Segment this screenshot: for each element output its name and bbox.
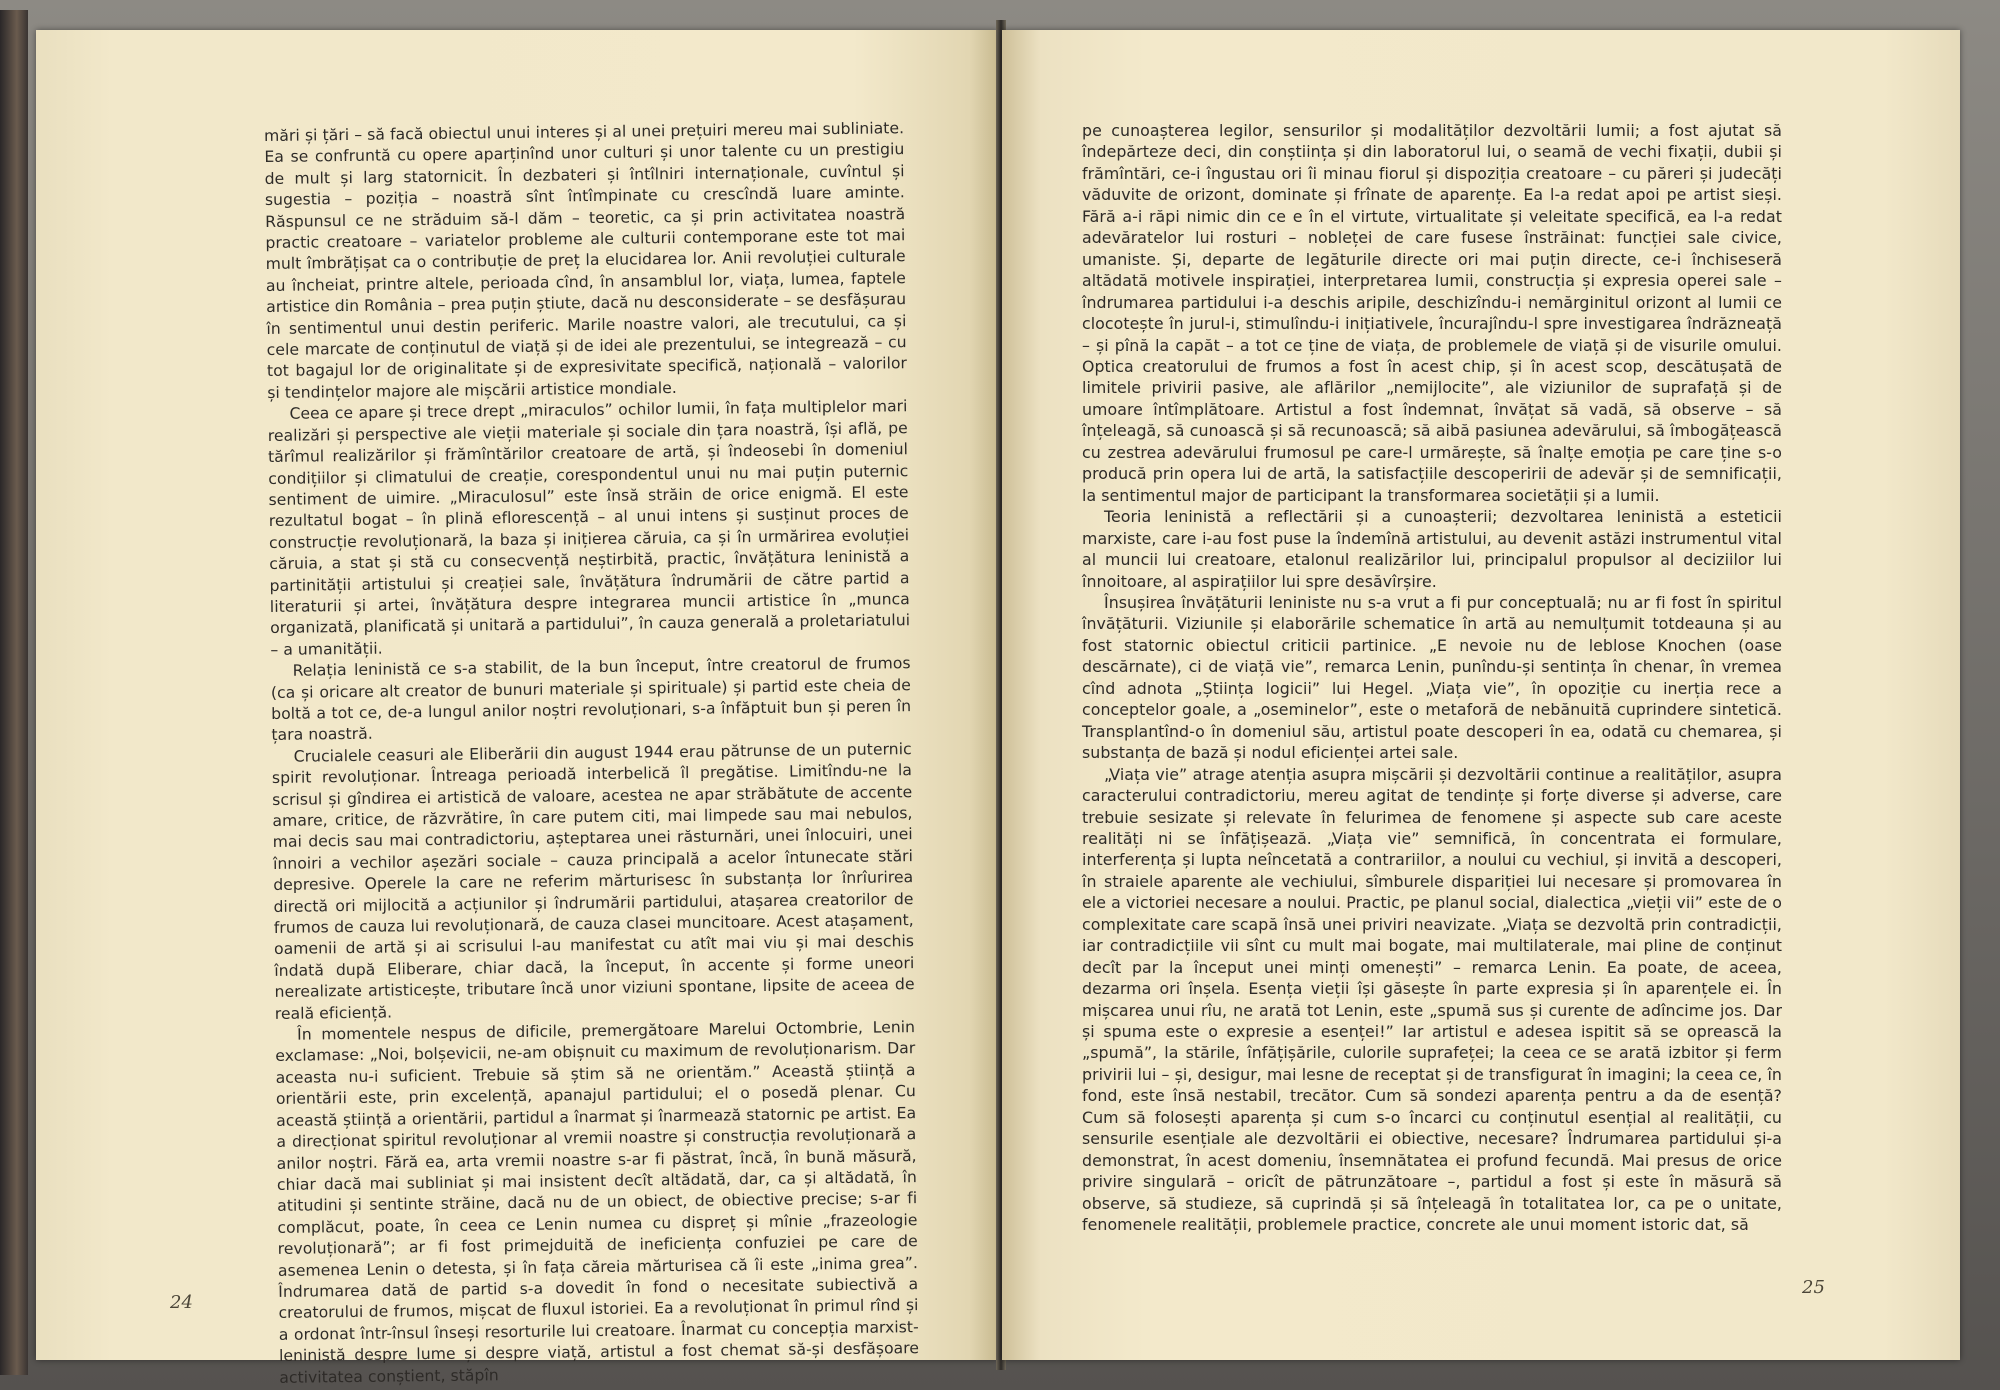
- paragraph: În momentele nespus de dificile, premergătoare Marelui Octombrie, Lenin exclamase: „Noi, bolșevicii, ne-am obișnuit cu maximum de revoluționarism. Dar aceasta nu-i suficient. Trebuie să știm să ne orientăm.” Această știință a orientării este, prin excelență, apanajul partidului; el o posedă plenar. Cu această știință a orientării, partidul a înarmat și înarmează statornic pe artist. Ea a direcționat spiritul revoluționar al vremii noastre și construcția revoluționară a anilor noștri. Fără ea, arta vremii noastre s-ar fi păstrat, încă, în bună măsură, chiar dacă mai subliniat și mai insistent decît altădată, dar, ca și altădată, în atitudini și sentinte străine, dacă nu de un obiect, de obiective precise; s-ar fi complăcut, poate, în ceea ce Lenin numea cu dispreț și mînie „frazeologie revoluționară”; ar fi fost primejduită de ineficiența confuziei pe care de asemenea Lenin o detesta, și în fața căreia mărturisea că îi este „inima grea”. Îndrumarea dată de partid s-a dovedit în fond o necesitate subiectivă a creatorului de frumos, mișcat de fluxul istoriei. Ea a revoluționat în primul rînd și a ordonat într-însul înseși resorturile lui creatoare. Înarmat cu concepția marxist-leninistă despre lume și despre viață, artistul a fost chemat să-și desfășoare activitatea conștient, stăpîn: [275, 1018, 920, 1387]
- paragraph: Crucialele ceasuri ale Eliberării din august 1944 erau pătrunse de un puternic spirit revoluționar. Întreaga perioadă interbelică îl pregătise. Limitîndu-ne la scrisul și gîndirea ei artistică de valoare, acestea ne apar străbătute de accente amare, critice, de răzvrătire, în care putem citi, mai limpede sau mai nebulos, mai decis sau mai contradictoriu, așteptarea unei răsturnări, unei înlocuiri, unei înnoiri a vechilor așezări sociale – cauza principală a acelor întunecate stări depresive. Operele la care ne referim mărturisesc în substanța lor înrîurirea directă ori mijlocită a acțiunilor și îndrumării partidului, atașarea creatorilor de frumos de cauza lui revoluționară, de cauza clasei muncitoare. Acest atașament, oamenii de artă și ai scrisului l-au manifestat cu atît mai viu și mai deschis îndată după Eliberare, chiar dacă, la început, în accente și forme uneori nerealizate artisticește, tributare încă unor viziuni spontane, lipsite de aceea de reală eficiență.: [271, 739, 915, 1023]
- paragraph: Teoria leninistă a reflectării și a cunoașterii; dezvoltarea leninistă a esteticii marxiste, care i-au fost puse la îndemînă artistului, au devenit astăzi instrumentul vital al muncii lui creatoare, etalonul realizărilor lui, principalul propulsor al deciziilor lui înnoitoare, al aspirațiilor lui spre desăvîrșire.: [1082, 507, 1782, 591]
- right-page-text: [1082, 120, 1782, 1236]
- paragraph: Însușirea învățăturii leniniste nu s-a vrut a fi pur conceptuală; nu ar fi fost în spiritul învățăturii. Viziunile și elaborările schematice în artă au nemulțumit totdeauna și au fost statornic obiectul criticii partinice. „E nevoie nu de leblose Knochen (oase descărnate), ci de viață vie”, remarca Lenin, punîndu-și sentința în chenar, în vremea cînd adnota „Știința logicii” lui Hegel. „Viața vie”, în opoziție cu inerția rece a conceptelor goale, a „oseminelor”, este o metaforă de nebănuită cuprindere sintetică. Transplantînd-o în domeniul său, artistul poate descoperi în ea, odată cu chemarea, și substanța de bază și nodul eficienței artei sale.: [1082, 592, 1782, 763]
- right-page: [1002, 30, 1960, 1360]
- page-number: 24: [170, 1292, 193, 1313]
- page-number: 25: [1802, 1277, 1825, 1298]
- paragraph: mări și țări – să facă obiectul unui interes și al unei prețuiri mereu mai subliniate. Ea se confruntă cu opere aparținînd unor culturi și unor talente cu un prestigiu de mult și larg statornicit. În dezbateri și întîlniri internaționale, cuvîntul și sugestia – poziția – noastră sînt întîmpinate cu crescîndă luare aminte. Răspunsul ce ne străduim să-l dăm – teoretic, ca și prin activitatea noastră practic creatoare – variatelor probleme ale culturii contemporane este tot mai mult îmbrățișat ca o contribuție de preț la elucidarea lor. Anii revoluției culturale au încheiat, printre altele, perioada cînd, în ansamblul lor, viața, lumea, faptele artistice din România – prea puțin știute, dacă nu desconsiderate – se desfășurau în sentimentul unui destin periferic. Marile noastre valori, ale trecutului, ca și cele marcate de conținutul de viață și de idei ale prezentului, se integrează – cu tot bagajul lor de originalitate și de expresivitate specifică, națională – valorilor și tendințelor majore ale mișcării artistice mondiale.: [264, 119, 908, 402]
- paragraph: Relația leninistă ce s-a stabilit, de la bun început, între creatorul de frumos (ca și oricare alt creator de bunuri materiale și spirituale) și partid este cheia de boltă a tot ce, de-a lungul anilor noștri revoluționari, s-a înfăptuit bun și peren în țara noastră.: [270, 654, 912, 745]
- left-page-text: [264, 118, 919, 1389]
- paragraph: pe cunoașterea legilor, sensurilor și modalităților dezvoltării lumii; a fost ajutat să îndepărteze deci, din conștiința și din laboratorul lui, o seamă de vechi fixații, dubii și frămîntări, ce-i îngustau ori îi minau fiorul și dispoziția creatoare – cu păreri și judecăți văduvite de orizont, dominate și frînate de aparențe. Ea l-a redat apoi pe artist sieși. Fără a-i răpi nimic din ce e în el virtute, virtualitate și veleitate specifică, ea l-a redat adevăratelor lui rosturi – nobleței de care fusese înstrăinat: funcției sale civice, umaniste. Și, departe de legăturile directe ori mai puțin directe, ce-i închiseseră altădată motivele inspirației, interpretarea lumii, construcția și expresia operei sale – îndrumarea partidului i-a deschis aripile, deschizîndu-i nemărginitul orizont al lumii ce clocotește în jurul-i, stimulîndu-i inițiativele, încurajîndu-l spre investigarea îndrăzneață – și pînă la capăt – a tot ce ține de viața, de problemele de viață și de visurile omului. Optica creatorului de frumos a fost în acest chip, și în acest scop, descătușată de limitele privirii pasive, ale aflărilor „nemijlocite”, ale viziunilor de suprafață și de umoare întîmplătoare. Artistul a fost îndemnat, învățat să vadă, să observe – să înțeleagă, să cunoască și să recunoască; să aibă pasiunea adevărului, să îmbogățească cu zestrea adevărului frumosul pe care-l urmărește, să înalțe emoția pe care ține s-o producă prin opera lui de artă, la satisfacțiile descoperirii de adevăr și de semnificații, la sentimentul major de participant la transformarea societății și a lumii.: [1082, 121, 1782, 505]
- book-cover-edge: [0, 10, 28, 1375]
- paragraph: „Viața vie” atrage atenția asupra mișcării și dezvoltării continue a realităților, asupra caracterului contradictoriu, mereu agitat de tendințe și forțe diverse și adverse, care trebuie sesizate și relevate în felurimea de fenomene și aspecte sub care aceste realități ni se înfățișează. „Viața vie” semnifică, în concentrata ei formulare, interferența și lupta neîncetată a contrariilor, a noului cu vechiul, și invită a descoperi, în straiele aparente ale vechiului, sîmburele dispariției lui necesare și promovarea în ele a victoriei necesare a noului. Practic, pe planul social, dialectica „vieții vii” este de o complexitate care scapă însă unei priviri neavizate. „Viața se dezvoltă prin contradicții, iar contradicțiile vii sînt cu mult mai bogate, mai multilaterale, mai pline de conținut decît par la început unei minți omenești” – remarca Lenin. Ea poate, de aceea, dezarma ori înșela. Esența vieții își găsește în parte expresia și în aparențele ei. În mișcarea unui rîu, ne arată tot Lenin, este „spumă sus și curente de adîncime jos. Dar și spuma este o expresie a esenței!” Iar artistul e adesea ispitit să se oprească la „spumă”, la stările, înfățișările, culorile suprafeței; la ceea ce se arată izbitor și ferm privirii lui – și, desigur, mai lesne de receptat și de transfigurat în imagini; la ceea ce, în fond, este însă nestabil, trecător. Cum să sondezi aparența pentru a da de esență? Cum să folosești aparența și cum s-o încarci cu conținutul esențial al realității, cu sensurile esențiale ale dezvoltării ei obiective, necesare? Îndrumarea partidului și-a demonstrat, în acest domeniu, însemnătatea ei profund fecundă. Mai presus de orice privire singulară – oricît de pătrunzătoare –, partidul a fost și este în măsură să observe, să studieze, să cuprindă și să înțeleagă în totalitatea lor, ca pe o unitate, fenomenele realității, problemele practice, concrete ale unui moment istoric dat, să: [1082, 764, 1782, 1235]
- paragraph: Ceea ce apare și trece drept „miraculos” ochilor lumii, în fața multiplelor mari realizări și perspective ale vieții materiale și sociale din țara noastră, își află, pe tărîmul realizărilor și frămîntărilor creatoare de artă, și îndeosebi în domeniul condițiilor și climatului de creație, corespondentul unui nu mai puțin puternic sentiment de uimire. „Miraculosul” este însă străin de orice enigmă. El este rezultatul bogat – în plină eflorescență – al unui intens și susținut proces de construcție revoluționară, la baza și inițierea căruia, ca și în urmărirea evoluției căruia, a stat și stă cu consecvență neștirbită, practic, învățătura leninistă a partinității artistului și creației sale, învățătura îndrumării de către partid a literaturii și artei, învățătura despre integrarea muncii artistice în „munca organizată, planificată și unitară a partidului”, în cauza generală a proletariatului – a umanității.: [267, 397, 911, 659]
- left-page: [36, 30, 998, 1387]
